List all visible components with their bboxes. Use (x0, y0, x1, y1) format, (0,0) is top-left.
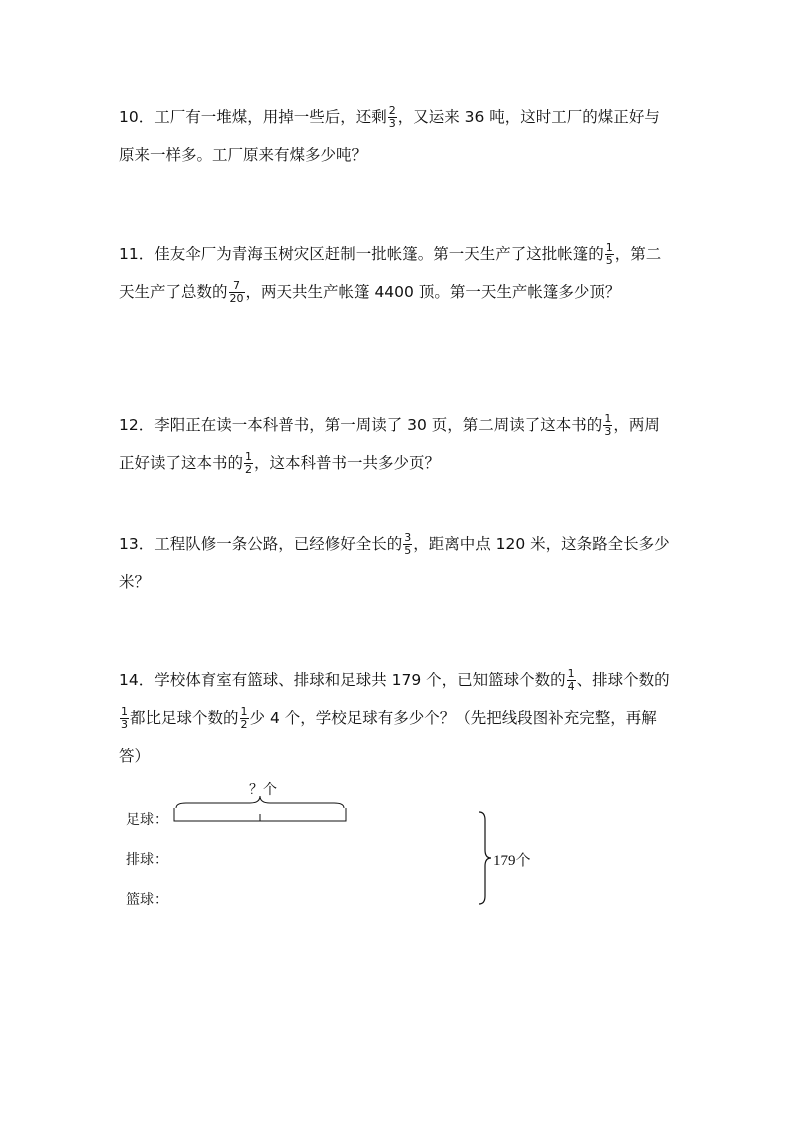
question-line (119, 235, 679, 273)
question-line (119, 444, 679, 482)
fraction-denominator: 4 (567, 680, 575, 693)
fraction (229, 280, 245, 305)
fraction-numerator: 1 (605, 241, 613, 254)
fraction-numerator: 1 (240, 705, 248, 718)
question-text: 答） (119, 747, 151, 765)
fraction-numerator: 1 (567, 667, 575, 680)
fraction (605, 242, 614, 267)
question-text: 都比足球个数的 (130, 709, 239, 727)
question-text: 12．李阳正在读一本科普书，第一周读了 30 页，第二周读了这本书的 (119, 416, 603, 434)
question-line (119, 98, 679, 136)
question-text: ，这本科普书一共多少页？ (254, 454, 441, 472)
question-13 (119, 525, 679, 601)
question-10 (119, 98, 679, 174)
question-text: 天生产了总数的 (119, 283, 228, 301)
fraction (603, 413, 612, 438)
question-text: ，第二 (614, 245, 662, 263)
fraction (403, 532, 412, 557)
question-text: ，两天共生产帐篷 4400 顶。第一天生产帐篷多少顶？ (245, 283, 621, 301)
question-line (119, 737, 679, 775)
question-12 (119, 406, 679, 482)
question-text: 正好读了这本书的 (119, 454, 244, 472)
question-mark-label: ？个 (249, 782, 277, 798)
question-text: ，又运来 36 吨，这时工厂的煤正好与 (397, 108, 660, 126)
question-text: 少 4 个，学校足球有多少个？（先把线段图补充完整，再解 (249, 709, 657, 727)
question-text: 、排球个数的 (576, 671, 670, 689)
fraction-numerator: 1 (245, 450, 253, 463)
question-line (119, 699, 679, 737)
fraction-denominator: 2 (245, 463, 253, 476)
fraction-numerator: 1 (604, 412, 612, 425)
fraction-numerator: 2 (388, 104, 396, 117)
fraction-denominator: 3 (121, 718, 128, 731)
basketball-label: 篮球： (126, 892, 168, 908)
fraction (240, 706, 249, 731)
question-text: 13．工程队修一条公路，已经修好全长的 (119, 535, 403, 553)
fraction-numerator: 3 (404, 531, 412, 544)
total-brace (479, 812, 491, 904)
volleyball-label: 排球： (126, 852, 168, 868)
question-line (119, 273, 679, 311)
question-text: 米？ (119, 573, 151, 591)
fraction-denominator: 3 (604, 425, 612, 438)
fraction-denominator: 20 (229, 292, 244, 305)
fraction-denominator: 3 (388, 117, 396, 130)
question-line (119, 136, 679, 174)
question-text: ，两周 (613, 416, 660, 434)
fraction-denominator: 5 (404, 544, 412, 557)
question-line (119, 661, 679, 699)
fraction-denominator: 5 (605, 254, 613, 267)
fraction (120, 706, 129, 731)
fraction-denominator: 2 (240, 718, 248, 731)
question-text: ，距离中点 120 米，这条路全长多少 (413, 535, 670, 553)
question-line (119, 563, 679, 601)
question-line (119, 525, 679, 563)
question-11 (119, 235, 679, 311)
fraction (567, 668, 576, 693)
question-text: 11．佳友伞厂为青海玉树灾区赶制一批帐篷。第一天生产了这批帐篷的 (119, 245, 604, 263)
fraction (388, 105, 397, 130)
football-label: 足球： (126, 812, 168, 828)
question-text: 10．工厂有一堆煤，用掉一些后，还剩 (119, 108, 387, 126)
football-segment (174, 808, 346, 821)
fraction-numerator: 7 (233, 279, 241, 292)
question-text: 14．学校体育室有篮球、排球和足球共 179 个，已知篮球个数的 (119, 671, 566, 689)
fraction (244, 451, 253, 476)
question-line (119, 406, 679, 444)
question-14 (119, 661, 679, 775)
fraction-numerator: 1 (121, 705, 128, 718)
total-label: 179个 (493, 853, 531, 869)
question-text: 原来一样多。工厂原来有煤多少吨？ (119, 146, 368, 164)
